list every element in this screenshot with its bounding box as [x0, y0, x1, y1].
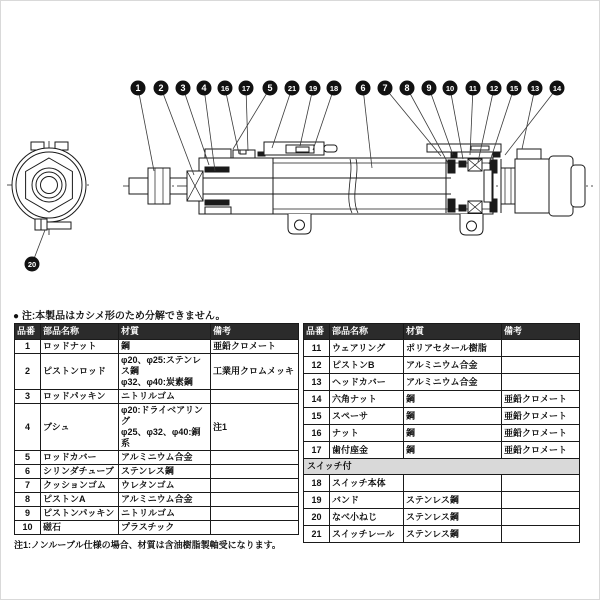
part-material: ステンレス鋼	[404, 509, 502, 526]
table-row	[15, 507, 299, 521]
parts-table-right	[303, 323, 580, 543]
part-name: ヘッドカバー	[330, 374, 404, 391]
balloon-number: 18	[329, 83, 339, 93]
table-row	[304, 425, 580, 442]
part-remarks: 亜鉛クロメート	[502, 425, 580, 442]
leader-line	[272, 88, 292, 148]
rod-packing-top	[205, 167, 229, 172]
switch-detail	[296, 147, 309, 152]
table-row	[15, 465, 299, 479]
part-name: ロッドナット	[41, 340, 119, 354]
part-material: アルミニウム合金	[404, 357, 502, 374]
part-material: アルミニウム合金	[119, 493, 211, 507]
col-header-remarks: 備考	[211, 324, 299, 340]
balloon-number: 13	[530, 83, 540, 93]
part-material: ステンレス鋼	[404, 492, 502, 509]
switch-probe	[324, 145, 337, 152]
part-remarks	[211, 493, 299, 507]
part-number: 12	[304, 357, 330, 374]
part-name: バンド	[330, 492, 404, 509]
part-remarks	[502, 509, 580, 526]
cover-step-bottom	[205, 207, 231, 214]
part-number: 14	[304, 391, 330, 408]
part-material: 鋼	[404, 408, 502, 425]
part-remarks: 亜鉛クロメート	[502, 408, 580, 425]
part-material: 鋼	[404, 442, 502, 459]
balloon-number: 15	[509, 83, 519, 93]
part-number: 9	[15, 507, 41, 521]
balloon-number: 11	[469, 83, 477, 93]
part-remarks	[502, 340, 580, 357]
balloon-number: 19	[308, 83, 318, 93]
side-view	[123, 142, 593, 235]
part-material: φ20、φ25:ステンレス鋼 φ32、φ40:炭素鋼	[119, 354, 211, 390]
part-number: 10	[15, 521, 41, 535]
part-material: プラスチック	[119, 521, 211, 535]
col-header-name: 部品名称	[330, 324, 404, 340]
part-material: 鋼	[404, 425, 502, 442]
table-row	[304, 408, 580, 425]
table-row	[304, 509, 580, 526]
part-number: 1	[15, 340, 41, 354]
magnet-top	[459, 161, 466, 167]
balloon-number: 8	[404, 82, 410, 93]
part-name: ナット	[330, 425, 404, 442]
head-cover-boss	[517, 149, 541, 159]
table-row	[304, 526, 580, 543]
part-remarks	[502, 492, 580, 509]
balloon-number: 3	[180, 82, 186, 93]
table-row	[304, 442, 580, 459]
part-name: ピストンB	[330, 357, 404, 374]
part-material: 鋼	[404, 391, 502, 408]
balloon-number: 7	[382, 82, 388, 93]
leader-line	[233, 88, 270, 149]
col-header-no: 品番	[15, 324, 41, 340]
balloon-number: 10	[445, 83, 455, 93]
col-header-no: 品番	[304, 324, 330, 340]
part-name: ピストンパッキン	[41, 507, 119, 521]
leader-line	[138, 88, 154, 171]
table-row	[15, 390, 299, 404]
part-remarks: 亜鉛クロメート	[502, 391, 580, 408]
rod-nut	[148, 168, 170, 204]
balloon-number: 1	[135, 82, 141, 93]
col-header-material: 材質	[404, 324, 502, 340]
part-name: ロッドカバー	[41, 451, 119, 465]
part-number: 5	[15, 451, 41, 465]
bushing-section	[187, 171, 203, 201]
note-top: ● 注:本製品はカシメ形のため分解できません。	[13, 311, 226, 322]
leader-line	[246, 88, 248, 151]
leader-line	[505, 88, 557, 155]
balloon-number: 20	[27, 259, 37, 269]
leader-line	[225, 88, 239, 154]
part-material: ニトリルゴム	[119, 507, 211, 521]
part-remarks	[211, 465, 299, 479]
part-name: クッションゴム	[41, 479, 119, 493]
part-number: 2	[15, 354, 41, 390]
part-remarks	[502, 357, 580, 374]
part-remarks	[211, 390, 299, 404]
leader-line	[300, 88, 313, 146]
part-material: 鋼	[119, 340, 211, 354]
balloon-number: 16	[220, 83, 230, 93]
leader-line	[489, 88, 514, 164]
col-header-name: 部品名称	[41, 324, 119, 340]
leader-line	[161, 88, 194, 175]
part-name: ウェアリング	[330, 340, 404, 357]
table-row	[15, 521, 299, 535]
assembly-drawing-svg	[1, 1, 600, 303]
part-remarks	[502, 526, 580, 543]
table-row	[304, 475, 580, 492]
part-number: 21	[304, 526, 330, 543]
leader-line	[313, 88, 334, 150]
table-row	[15, 340, 299, 354]
wear-ring-section-top	[468, 159, 482, 171]
switch-section-band	[304, 459, 580, 475]
switch-rail-end	[47, 222, 71, 229]
col-header-remarks: 備考	[502, 324, 580, 340]
balloon-number: 5	[267, 82, 273, 93]
part-number: 15	[304, 408, 330, 425]
part-material: ステンレス鋼	[119, 465, 211, 479]
leader-line	[363, 88, 372, 168]
piston-packing-top	[448, 160, 455, 173]
part-remarks: 注1	[211, 404, 299, 451]
head-cover	[515, 159, 549, 213]
head-rail-foot-2	[493, 152, 500, 157]
table-header-row	[304, 324, 580, 340]
table-header-row	[15, 324, 299, 340]
balloon-number: 17	[241, 83, 251, 93]
mounting-tab-front	[288, 214, 311, 234]
part-number: 7	[15, 479, 41, 493]
part-material: アルミニウム合金	[119, 451, 211, 465]
balloon-number: 21	[287, 83, 297, 93]
table-row	[304, 340, 580, 357]
end-view	[7, 141, 91, 237]
part-remarks	[211, 451, 299, 465]
part-remarks	[502, 374, 580, 391]
part-name: 歯付座金	[330, 442, 404, 459]
part-remarks	[502, 475, 580, 492]
part-name: 磁石	[41, 521, 119, 535]
note-footnote: 注1:ノンルーブル仕様の場合、材質は含油樹脂製軸受になります。	[14, 540, 281, 550]
part-remarks: 亜鉛クロメート	[211, 340, 299, 354]
parts-diagram	[1, 1, 600, 303]
part-name: ピストンロッド	[41, 354, 119, 390]
table-row	[304, 492, 580, 509]
table-row	[15, 493, 299, 507]
part-number: 18	[304, 475, 330, 492]
part-number: 11	[304, 340, 330, 357]
balloon-number: 4	[201, 82, 207, 93]
part-number: 4	[15, 404, 41, 451]
rod-packing-bottom	[205, 200, 229, 205]
mounting-tab-rear	[460, 214, 483, 235]
col-header-material: 材質	[119, 324, 211, 340]
leader-line	[183, 88, 209, 165]
table-row	[304, 357, 580, 374]
table-row	[15, 404, 299, 451]
part-name: スイッチレール	[330, 526, 404, 543]
part-remarks	[211, 507, 299, 521]
table-row	[15, 354, 299, 390]
hex-nut	[501, 168, 515, 204]
part-remarks: 工業用クロムメッキ	[211, 354, 299, 390]
cover-notch	[240, 150, 246, 154]
head-rail-detail	[471, 146, 489, 150]
part-name: シリンダチューブ	[41, 465, 119, 479]
magnet-bottom	[459, 205, 466, 211]
part-material: φ20:ドライベアリング φ25、φ32、φ40:銅系	[119, 404, 211, 451]
part-name: 六角ナット	[330, 391, 404, 408]
part-remarks	[211, 479, 299, 493]
table-row	[304, 391, 580, 408]
part-material: アルミニウム合金	[404, 374, 502, 391]
part-material	[404, 475, 502, 492]
piston-packing-bottom	[448, 199, 455, 212]
part-number: 20	[304, 509, 330, 526]
part-remarks: 亜鉛クロメート	[502, 442, 580, 459]
part-name: ロッドパッキン	[41, 390, 119, 404]
parts-tables	[14, 323, 586, 551]
part-number: 17	[304, 442, 330, 459]
table-row	[15, 451, 299, 465]
part-name: ピストンA	[41, 493, 119, 507]
head-end-cap	[571, 165, 585, 207]
table-row	[15, 479, 299, 493]
part-number: 19	[304, 492, 330, 509]
rod-tip	[129, 178, 149, 194]
part-name: スペーサ	[330, 408, 404, 425]
part-number: 13	[304, 374, 330, 391]
part-name: ブシュ	[41, 404, 119, 451]
balloon-number: 14	[552, 83, 562, 93]
part-number: 3	[15, 390, 41, 404]
balloon-number: 12	[489, 83, 499, 93]
table-row	[304, 374, 580, 391]
spacer	[484, 170, 492, 202]
balloon-number: 9	[426, 82, 432, 93]
rod-cover	[199, 158, 273, 214]
part-material: ポリアセタール樹脂	[404, 340, 502, 357]
part-name: スイッチ本体	[330, 475, 404, 492]
outer-circle	[12, 148, 86, 222]
switch-section-label: スイッチ付	[304, 459, 580, 475]
parts-table-left	[14, 323, 299, 535]
balloon-number: 2	[158, 82, 164, 93]
part-material: ステンレス鋼	[404, 526, 502, 543]
part-name: なべ小ねじ	[330, 509, 404, 526]
rod-cover-boss-left	[205, 149, 231, 158]
part-material: ウレタンゴム	[119, 479, 211, 493]
part-remarks	[211, 521, 299, 535]
wear-ring-section-bottom	[468, 201, 482, 213]
head-end-block	[549, 156, 573, 216]
part-number: 16	[304, 425, 330, 442]
part-number: 6	[15, 465, 41, 479]
balloon-number: 6	[360, 82, 366, 93]
part-number: 8	[15, 493, 41, 507]
part-material: ニトリルゴム	[119, 390, 211, 404]
